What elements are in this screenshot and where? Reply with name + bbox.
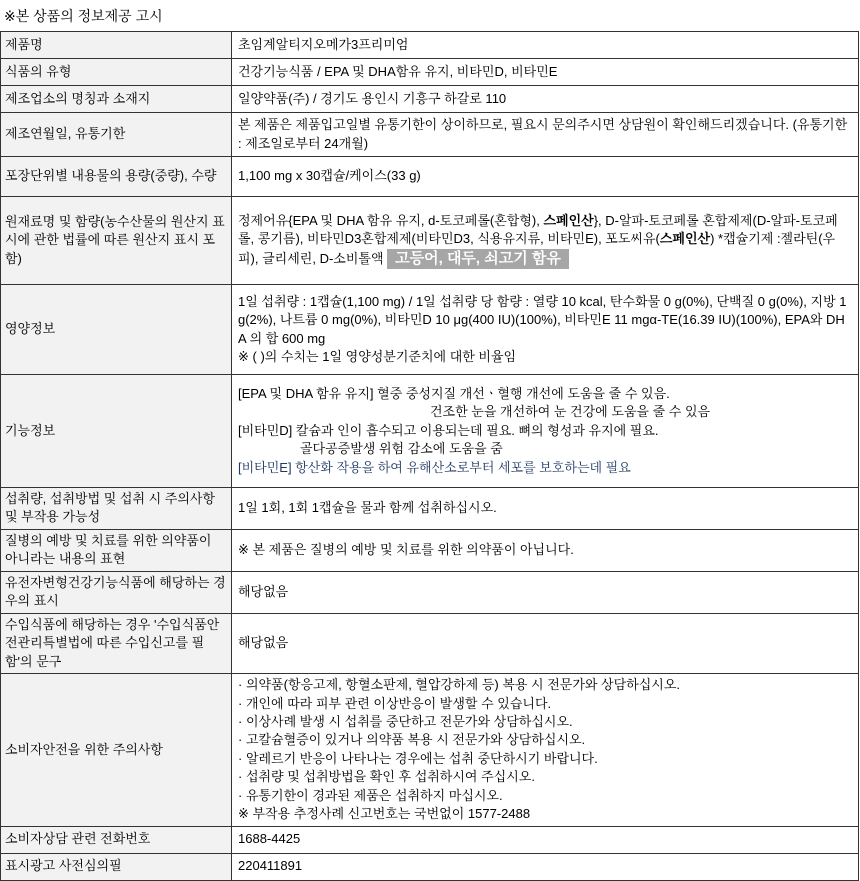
function-line-epa-dha: [EPA 및 DHA 함유 유지] 혈중 중성지질 개선ㆍ혈행 개선에 도움을 줄 수 있음. bbox=[238, 385, 670, 401]
row-consumer-safety bbox=[1, 674, 859, 827]
row-function-info bbox=[1, 375, 859, 488]
value-ingredients bbox=[232, 197, 859, 285]
row-intake bbox=[1, 488, 859, 530]
row-package bbox=[1, 157, 859, 197]
safety-report-number: ※ 부작용 추정사례 신고번호는 국번없이 1577-2488 bbox=[238, 806, 531, 822]
nutrition-note: ※ ( )의 수치는 1일 영양성분기준치에 대한 비율임 bbox=[238, 348, 517, 364]
label-product-name: 제품명 bbox=[1, 32, 232, 59]
function-line-eye: 건조한 눈을 개선하여 눈 건강에 도움을 줄 수 있음 bbox=[430, 404, 711, 420]
function-line-vitamin-e: [비타민E] 항산화 작용을 하여 유해산소로부터 세포를 보호하는데 필요 bbox=[238, 459, 631, 475]
label-food-type: 식품의 유형 bbox=[1, 59, 232, 86]
row-imported bbox=[1, 613, 859, 673]
row-nutrition bbox=[1, 285, 859, 375]
product-info-table bbox=[0, 31, 859, 881]
origin-spain-2: 스페인산 bbox=[659, 231, 711, 247]
label-consumer-safety: 소비자안전을 위한 주의사항 bbox=[1, 674, 232, 827]
nutrition-text: 1일 섭취량 : 1캡슐(1,100 mg) / 1일 섭취량 당 함량 : 열량 10 kcal, 탄수화물 0 g(0%), 단백질 0 g(0%), 지방 1 g(2%), 나트륨 0 mg(0%), 비타민D 10 μg(400 IU)(100%), 비타민E 11 mgα-TE(16.39 IU)(100%), EPA와 DHA 의 합 600 mg bbox=[238, 293, 847, 346]
row-gmo bbox=[1, 571, 859, 613]
label-ad-review: 표시광고 사전심의필 bbox=[1, 853, 232, 880]
value-ad-review: 220411891 bbox=[232, 853, 859, 880]
value-expiry: 본 제품은 제품입고일별 유통기한이 상이하므로, 필요시 문의주시면 상담원이 확인해드리겠습니다. (유통기한 : 제조일로부터 24개월) bbox=[232, 113, 859, 157]
function-line-vitamin-d: [비타민D] 칼슘과 인이 흡수되고 이용되는데 필요. 뼈의 형성과 유지에 필요. bbox=[238, 422, 659, 438]
label-phone: 소비자상담 관련 전화번호 bbox=[1, 826, 232, 853]
allergen-highlight-badge: 고등어, 대두, 쇠고기 함유 bbox=[387, 249, 569, 270]
label-gmo: 유전자변형건강기능식품에 해당하는 경우의 표시 bbox=[1, 571, 232, 613]
page-title: ※본 상품의 정보제공 고시 bbox=[4, 8, 163, 24]
function-line-bone: 골다공증발생 위험 감소에 도움을 줌 bbox=[300, 441, 503, 457]
row-ad-review bbox=[1, 853, 859, 880]
label-expiry: 제조연월일, 유통기한 bbox=[1, 113, 232, 157]
ingredients-text: 정제어유{EPA 및 DHA 함유 유지, d-토코페롤(혼합형), bbox=[238, 212, 544, 228]
row-ingredients bbox=[1, 197, 859, 285]
safety-line: · 이상사례 발생 시 섭취를 중단하고 전문가와 상담하십시오. bbox=[238, 713, 573, 729]
value-product-name: 초임계알티지오메가3프리미엄 bbox=[232, 32, 859, 59]
value-nutrition bbox=[232, 285, 859, 375]
label-manufacturer: 제조업소의 명칭과 소재지 bbox=[1, 86, 232, 113]
label-imported: 수입식품에 해당하는 경우 '수입식품안전관리특별법에 따른 수입신고를 필함'의 문구 bbox=[1, 613, 232, 673]
safety-line: · 알레르기 반응이 나타나는 경우에는 섭취 중단하시기 바랍니다. bbox=[238, 750, 598, 766]
label-intake: 섭취량, 섭취방법 및 섭취 시 주의사항 및 부작용 가능성 bbox=[1, 488, 232, 530]
value-imported: 해당없음 bbox=[232, 613, 859, 673]
value-function-info bbox=[232, 375, 859, 488]
value-phone: 1688-4425 bbox=[232, 826, 859, 853]
label-package: 포장단위별 내용물의 용량(중량), 수량 bbox=[1, 157, 232, 197]
row-manufacturer bbox=[1, 86, 859, 113]
row-phone bbox=[1, 826, 859, 853]
value-not-medicine: ※ 본 제품은 질병의 예방 및 치료를 위한 의약품이 아닙니다. bbox=[232, 529, 859, 571]
label-function-info: 기능정보 bbox=[1, 375, 232, 488]
origin-spain-1: 스페인산 bbox=[543, 212, 594, 228]
label-nutrition: 영양정보 bbox=[1, 285, 232, 375]
row-not-medicine bbox=[1, 529, 859, 571]
value-package: 1,100 mg x 30캡슐/케이스(33 g) bbox=[232, 157, 859, 197]
label-not-medicine: 질병의 예방 및 치료를 위한 의약품이 아니라는 내용의 표현 bbox=[1, 529, 232, 571]
row-expiry bbox=[1, 113, 859, 157]
value-manufacturer: 일양약품(주) / 경기도 용인시 기흥구 하갈로 110 bbox=[232, 86, 859, 113]
safety-line: · 섭취량 및 섭취방법을 확인 후 섭취하시여 주십시오. bbox=[238, 769, 535, 785]
value-intake: 1일 1회, 1회 1캡슐을 물과 함께 섭취하십시오. bbox=[232, 488, 859, 530]
ingredients-text: ) *캡슐기제 :젤라틴(우피), 글리세린, D-소비톨액 bbox=[238, 231, 836, 266]
row-food-type bbox=[1, 59, 859, 86]
value-gmo: 해당없음 bbox=[232, 571, 859, 613]
safety-line: · 개인에 따라 피부 관련 이상반응이 발생할 수 있습니다. bbox=[238, 695, 552, 711]
ingredients-text: }, D-알파-토코페롤 혼합제제(D-알파-토코페롤, 콩기름), 비타민D3혼합제제(비타민D3, 식용유지류, 비타민E), 포도씨유( bbox=[238, 212, 838, 247]
value-food-type: 건강기능식품 / EPA 및 DHA함유 유지, 비타민D, 비타민E bbox=[232, 59, 859, 86]
row-product-name bbox=[1, 32, 859, 59]
label-ingredients: 원재료명 및 함량(농수산물의 원산지 표시에 관한 법률에 따른 원산지 표시 포함) bbox=[1, 197, 232, 285]
safety-line: · 유통기한이 경과된 제품은 섭취하지 마십시오. bbox=[238, 787, 503, 803]
safety-line: · 의약품(항응고제, 항혈소판제, 혈압강하제 등) 복용 시 전문가와 상담하십시오. bbox=[238, 677, 681, 693]
safety-line: · 고칼슘혈증이 있거나 의약품 복용 시 전문가와 상담하십시오. bbox=[238, 732, 586, 748]
value-consumer-safety bbox=[232, 674, 859, 827]
